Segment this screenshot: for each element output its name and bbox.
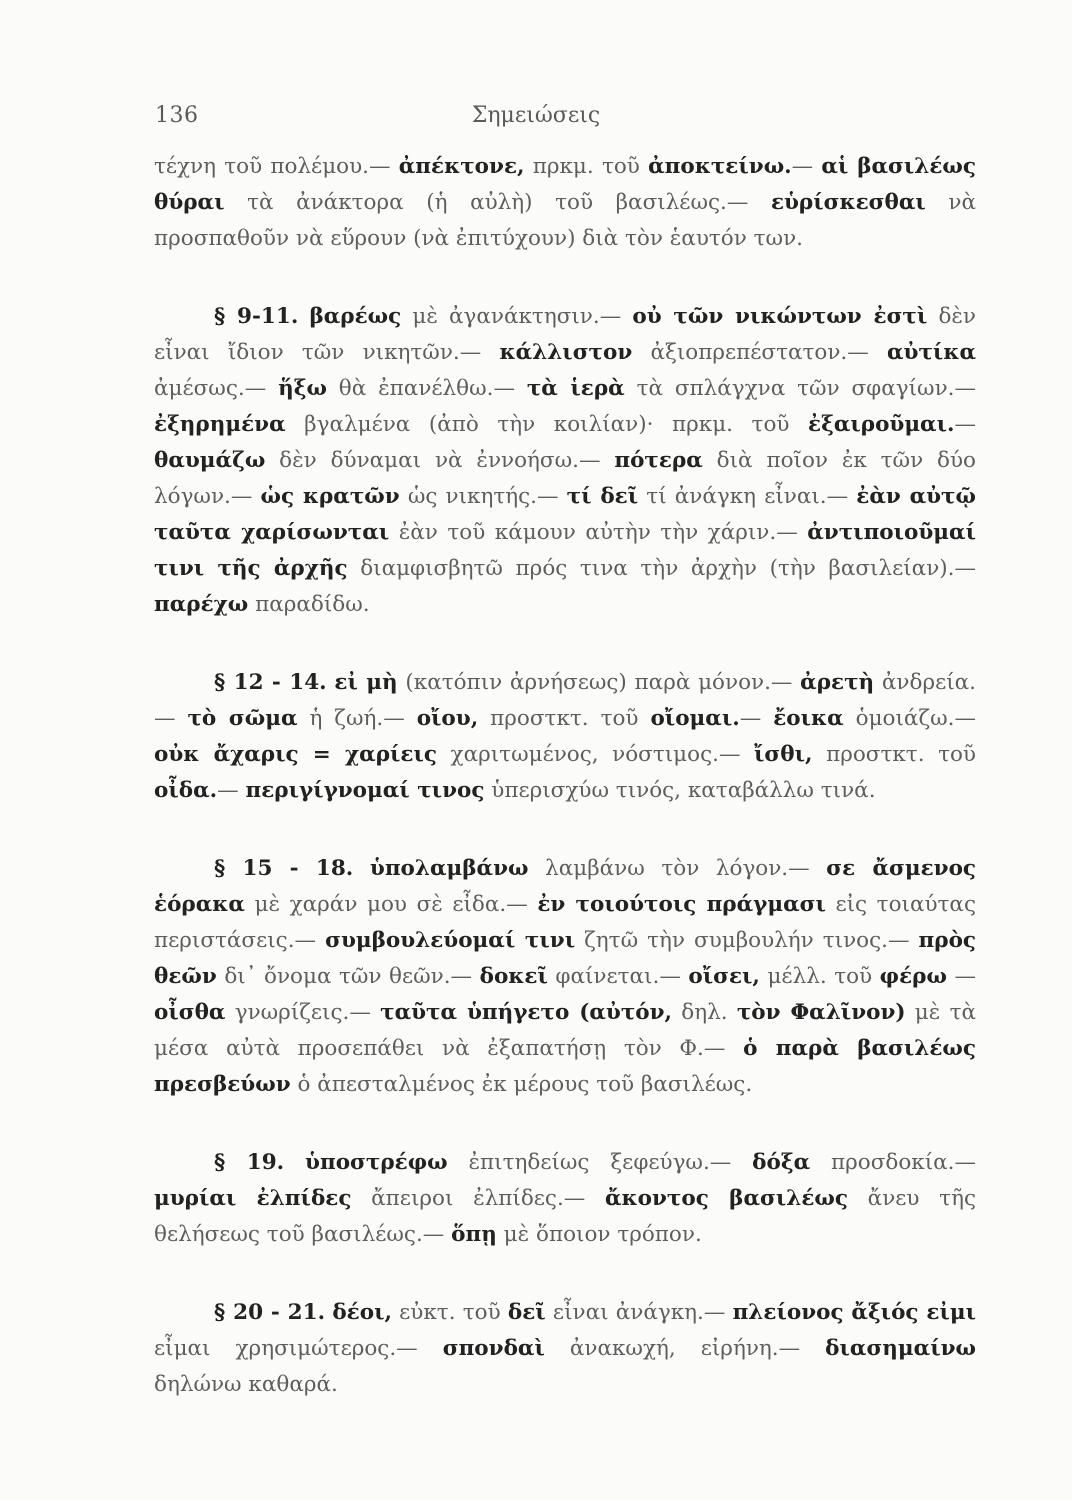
gloss-text: μὲ χαράν μου σὲ εἶδα.—: [244, 892, 538, 917]
lemma-term: οἶσθα: [154, 1000, 226, 1025]
gloss-text: εἰς τοιαύτας περιστάσεις.—: [154, 892, 976, 953]
gloss-text: ἀξιοπρεπέστατον.—: [632, 340, 887, 365]
lemma-term: ἀντιποιοῦμαί τινι τῆς ἀρχῆς: [154, 520, 976, 581]
gloss-text: ἀνδρεία.—: [154, 670, 977, 731]
gloss-text: θὰ ἐπανέλθω.—: [326, 376, 527, 401]
lemma-term: ἀποκτείνω.: [648, 154, 792, 179]
gloss-text: (κατόπιν ἀρνήσεως) παρὰ μόνον.—: [397, 670, 801, 695]
gloss-text: δι᾿ ὄνομα τῶν θεῶν.—: [216, 964, 480, 989]
gloss-text: βγαλμένα (ἀπὸ τὴν κοιλίαν)· πρκμ. τοῦ: [285, 412, 809, 437]
lemma-term: αὐτίκα: [887, 340, 976, 365]
note-section: [154, 1145, 976, 1253]
gloss-text: ζητῶ τὴν συμβουλήν τινος.—: [575, 928, 919, 953]
lemma-term: οὐ τῶν νικώντων ἐστὶ: [632, 304, 928, 329]
gloss-text: ὡς νικητής.—: [399, 484, 567, 509]
lemma-term: ἴσθι,: [754, 742, 813, 767]
lemma-term: ὅπῃ: [451, 1222, 497, 1247]
note-section: [154, 665, 976, 809]
gloss-text: ἄπειροι ἐλπίδες.—: [351, 1186, 605, 1211]
gloss-text: τί ἀνάγκη εἶναι.—: [638, 484, 857, 509]
gloss-text: προσδοκία.—: [810, 1150, 977, 1175]
running-head: Σημειώσεις: [471, 103, 601, 128]
lemma-term: οἶδα.: [154, 778, 218, 803]
lemma-term: § 19.: [214, 1150, 285, 1175]
lemma-term: πρὸς θεῶν: [154, 928, 977, 989]
lemma-term: περιγίγνομαί τινος: [245, 778, 485, 803]
lemma-term: οἴου,: [416, 706, 479, 731]
lemma-term: ταῦτα ὑπήγετο (αὐτόν,: [380, 1000, 673, 1025]
lemma-term: ἄκοντος βασιλέως: [605, 1186, 848, 1211]
lemma-term: οὐκ ἄχαρις = χαρίεις: [154, 742, 437, 767]
gloss-text: —: [946, 964, 976, 989]
note-section: [154, 299, 976, 623]
lemma-term: ὑπολαμβάνω: [369, 856, 529, 881]
gloss-text: ἐὰν τοῦ κάμουν αὐτὴν τὴν χάριν.—: [389, 520, 808, 545]
gloss-text: δὲν δύναμαι νὰ ἐννοήσω.—: [265, 448, 615, 473]
lemma-term: ὡς κρατῶν: [260, 484, 400, 509]
gloss-text: χαριτωμένος, νόστιμος.—: [437, 742, 755, 767]
lemma-term: φέρω: [879, 964, 947, 989]
lemma-term: διασημαίνω: [825, 1336, 977, 1361]
lemma-term: παρέχω: [154, 592, 249, 617]
gloss-text: μὲ ὅποιον τρόπον.: [496, 1222, 702, 1247]
lemma-term: εὑρίσκεσθαι: [770, 190, 926, 215]
lemma-term: ἔοικα: [773, 706, 844, 731]
gloss-text: ἀμέσως.—: [154, 376, 279, 401]
lemma-term: ἐν τοιούτοις πράγμασι: [537, 892, 826, 917]
lemma-term: ἐξηρημένα: [154, 412, 286, 437]
lemma-term: § 15 - 18.: [214, 856, 354, 881]
gloss-text: —: [217, 778, 246, 803]
lemma-term: § 20 - 21.: [214, 1300, 326, 1325]
gloss-text: —: [739, 706, 774, 731]
gloss-text: προστκτ. τοῦ: [478, 706, 651, 731]
gloss-text: μὲ ἀγανάκτησιν.—: [401, 304, 633, 329]
gloss-text: προστκτ. τοῦ: [812, 742, 977, 767]
gloss-text: μὲ τὰ μέσα αὐτὰ προσεπάθει νὰ ἐξαπατήσῃ τὸν Φ.—: [154, 1000, 976, 1061]
lemma-term: θαυμάζω: [154, 448, 266, 473]
gloss-text: τὰ σπλάγχνα τῶν σφαγίων.—: [624, 376, 976, 401]
gloss-text: ἐπιτηδείως ξεφεύγω.—: [447, 1150, 753, 1175]
lemma-term: δοκεῖ: [479, 964, 548, 989]
lemma-term: ἥξω: [278, 376, 327, 401]
lemma-term: § 12 - 14.: [214, 670, 327, 695]
lemma-term: ὑποστρέφω: [305, 1150, 448, 1175]
gloss-text: τέχνη τοῦ πολέμου.—: [154, 154, 399, 179]
gloss-text: —: [791, 154, 822, 179]
lemma-term: ἐὰν αὐτῷ ταῦτα χαρίσωνται: [154, 484, 976, 545]
gloss-text: —: [954, 412, 976, 437]
gloss-text: τὰ ἀνάκτορα (ἡ αὐλὴ) τοῦ βασιλέως.—: [224, 190, 771, 215]
lemma-term: δόξα: [752, 1150, 811, 1175]
lemma-term: πλείονος ἄξιός εἰμι: [732, 1300, 976, 1325]
gloss-text: ὑπερισχύω τινός, καταβάλλω τινά.: [484, 778, 876, 803]
gloss-text: λαμβάνω τὸν λόγον.—: [528, 856, 827, 881]
lemma-term: ἐξαιροῦμαι.: [808, 412, 955, 437]
page-number: 136: [155, 103, 199, 128]
note-paragraph-continued: [154, 149, 976, 257]
lemma-term: οἴσει,: [688, 964, 760, 989]
gloss-text: γνωρίζεις.—: [225, 1000, 381, 1025]
gloss-text: δηλώνω καθαρά.: [154, 1372, 338, 1397]
lemma-term: πότερα: [614, 448, 703, 473]
gloss-text: ἄνευ τῆς θελήσεως τοῦ βασιλέως.—: [154, 1186, 976, 1247]
gloss-text: διαμφισβητῶ πρός τινα τὴν ἀρχὴν (τὴν βασιλείαν).—: [347, 556, 976, 581]
gloss-text: [353, 856, 370, 881]
lemma-term: § 9-11.: [214, 304, 299, 329]
lemma-term: μυρίαι ἐλπίδες: [154, 1186, 352, 1211]
lemma-term: τί δεῖ: [566, 484, 639, 509]
notes-body: [154, 149, 976, 1403]
gloss-text: ὁ ἀπεσταλμένος ἐκ μέρους τοῦ βασιλέως.: [290, 1072, 753, 1097]
lemma-term: σπονδαὶ: [442, 1336, 545, 1361]
gloss-text: δηλ.: [672, 1000, 737, 1025]
gloss-text: εὐκτ. τοῦ: [391, 1300, 508, 1325]
lemma-term: τὰ ἱερὰ: [526, 376, 625, 401]
gloss-text: φαίνεται.—: [547, 964, 689, 989]
gloss-text: [298, 304, 309, 329]
gloss-text: ἀνακωχή, εἰρήνη.—: [544, 1336, 826, 1361]
lemma-term: ἀπέκτονε,: [398, 154, 525, 179]
lemma-term: ἀρετὴ: [800, 670, 875, 695]
note-section: [154, 1295, 976, 1403]
lemma-term: τὸ σῶμα: [187, 706, 298, 731]
note-section: [154, 851, 976, 1103]
gloss-text: δὲν εἶναι ἴδιον τῶν νικητῶν.—: [154, 304, 976, 365]
lemma-term: κάλλιστον: [499, 340, 633, 365]
gloss-text: παραδίδω.: [248, 592, 370, 617]
gloss-text: ὁμοιάζω.—: [843, 706, 976, 731]
gloss-text: μέλλ. τοῦ: [759, 964, 880, 989]
lemma-term: βαρέως: [309, 304, 402, 329]
gloss-text: διὰ ποῖον ἐκ τῶν δύο λόγων.—: [154, 448, 976, 509]
lemma-term: ὁ παρὰ βασιλέως πρεσβεύων: [154, 1036, 976, 1097]
lemma-term: δέοι,: [332, 1300, 392, 1325]
gloss-text: εἶναι ἀνάγκη.—: [545, 1300, 733, 1325]
gloss-text: πρκμ. τοῦ: [524, 154, 649, 179]
lemma-term: τὸν Φαλῖνον): [736, 1000, 906, 1025]
lemma-term: σε ἄσμενος ἑόρακα: [154, 856, 977, 917]
gloss-text: εἶμαι χρησιμώτερος.—: [154, 1336, 443, 1361]
lemma-term: οἴομαι.: [650, 706, 740, 731]
lemma-term: εἰ μὴ: [334, 670, 398, 695]
lemma-term: αἱ βασιλέως θύραι: [154, 154, 976, 215]
lemma-term: δεῖ: [507, 1300, 546, 1325]
gloss-text: ἡ ζωή.—: [297, 706, 417, 731]
lemma-term: συμβουλεύομαί τινι: [325, 928, 576, 953]
gloss-text: νὰ προσπαθοῦν νὰ εὕρουν (νὰ ἐπιτύχουν) διὰ τὸν ἑαυτόν των.: [154, 190, 976, 251]
gloss-text: [284, 1150, 305, 1175]
